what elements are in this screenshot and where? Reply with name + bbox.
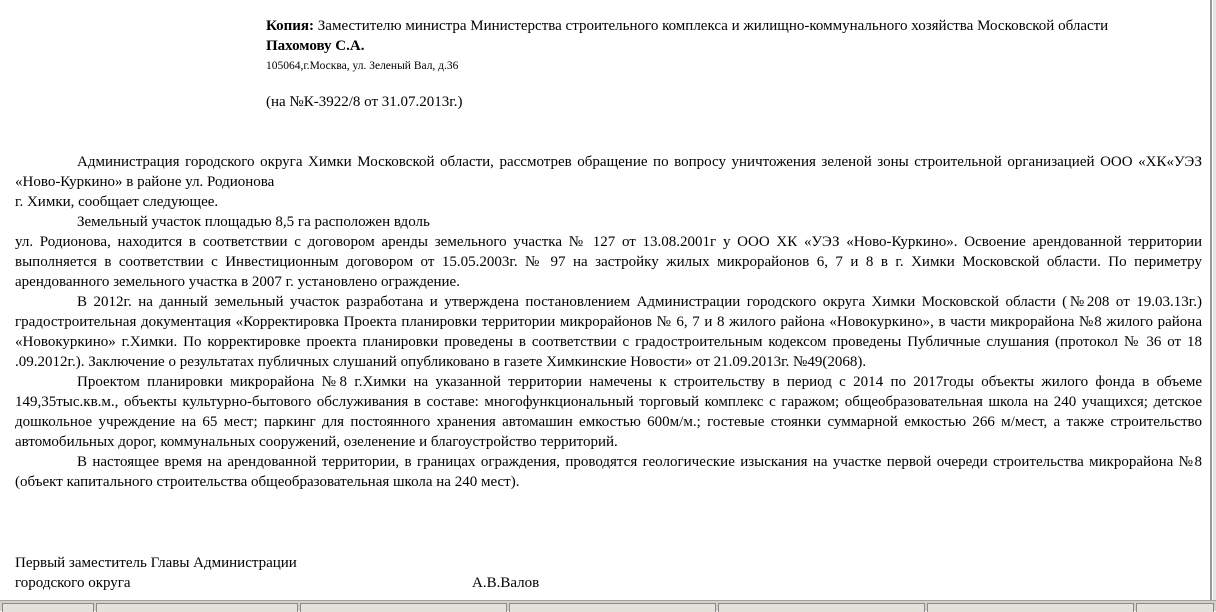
recipient-name: Пахомову С.А. (266, 38, 365, 54)
signatory-position-line1: Первый заместитель Главы Администрации (15, 555, 297, 571)
paragraph-2-start: Земельный участок площадью 8,5 га расположен вдоль (77, 214, 430, 230)
paragraph-4: Проектом планировки микрорайона №8 г.Химки на указанной территории намечены к строительству в период с 2014 по 2017годы объекты жилого фонда в объеме 149,35тыс.кв.м., объекты культурно-бытового обслуживания в составе: многофункциональный торговый комплекс с гаражом; общеобразовательная школа на 240 учащихся; детское дошкольное учреждение на 65 мест; паркинг для постоянного хранения автомашин емкостью 600м/м.; гостевые стоянки суммарной емкостью 266 м/мест, а также строительство автомобильных дорог, коммунальных сооружений, озеленение и благоустройство территорий. (15, 374, 1202, 450)
taskbar-button[interactable] (509, 603, 716, 612)
copy-recipient: Заместителю министра Министерства строительного комплекса и жилищно-коммунального хозяйства Московской области (314, 18, 1109, 34)
paragraph-5: В настоящее время на арендованной территории, в границах ограждения, проводятся геологические изыскания на участке первой очереди строительства микрорайона №8 (объект капитального строительства общеобразовательная школа на 240 мест). (15, 454, 1202, 490)
copy-label: Копия: (266, 18, 315, 34)
signature-block (15, 553, 715, 593)
signatory-name: А.В.Валов (472, 575, 540, 591)
page-edge-divider (1210, 0, 1212, 600)
signatory-position-line2: городского округа (15, 575, 131, 591)
recipient-address: 105064,г.Москва, ул. Зеленый Вал, д.36 (266, 60, 459, 72)
paragraph-2: ул. Родионова, находится в соответствии с договором аренды земельного участка № 127 от 13.08.2001г у ООО ХК «УЭЗ «Ново-Куркино». Освоение арендованной территории выполняется в соответствии с Инвестиционным договором от 15.05.2003г. № 97 на застройку жилых микрорайонов 6, 7 и 8 в г. Химки Московской области. По периметру арендованного земельного участка в 2007 г. установлено ограждение. (15, 234, 1202, 290)
taskbar-button[interactable] (718, 603, 925, 612)
taskbar-button[interactable] (927, 603, 1134, 612)
taskbar-button[interactable] (96, 603, 298, 612)
taskbar-strip (0, 600, 1216, 611)
taskbar-button[interactable] (2, 603, 94, 612)
taskbar-button[interactable] (300, 603, 507, 612)
taskbar-button[interactable] (1136, 603, 1214, 612)
letter-body (15, 152, 1202, 492)
copy-addressee-block (266, 16, 1206, 112)
paragraph-1: Администрация городского округа Химки Московской области, рассмотрев обращение по вопросу уничтожения зеленой зоны строительной организацией ООО «ХК«УЭЗ «Ново-Куркино» в районе ул. Родионова (15, 154, 1202, 190)
paragraph-1-continuation: г. Химки, сообщает следующее. (15, 194, 219, 210)
reference-number: (на №К-3922/8 от 31.07.2013г.) (266, 94, 463, 110)
paragraph-3: В 2012г. на данный земельный участок разработана и утверждена постановлением Администрации городского округа Химки Московской области (№208 от 19.03.13г.) градостроительная документация «Корректировка Проекта планировки территории микрорайонов № 6, 7 и 8 жилого района «Новокуркино», в части микрорайона №8 жилого района «Новокуркино» г.Химки. По корректировке проекта планировки проведены в соответствии с градостроительным кодексом проведены Публичные слушания (протокол № 36 от 18 .09.2012г.). Заключение о результатах публичных слушаний опубликовано в газете Химкинские Новости» от 21.09.2013г. №49(2068). (15, 294, 1202, 370)
copy-recipient-line (266, 16, 1206, 36)
